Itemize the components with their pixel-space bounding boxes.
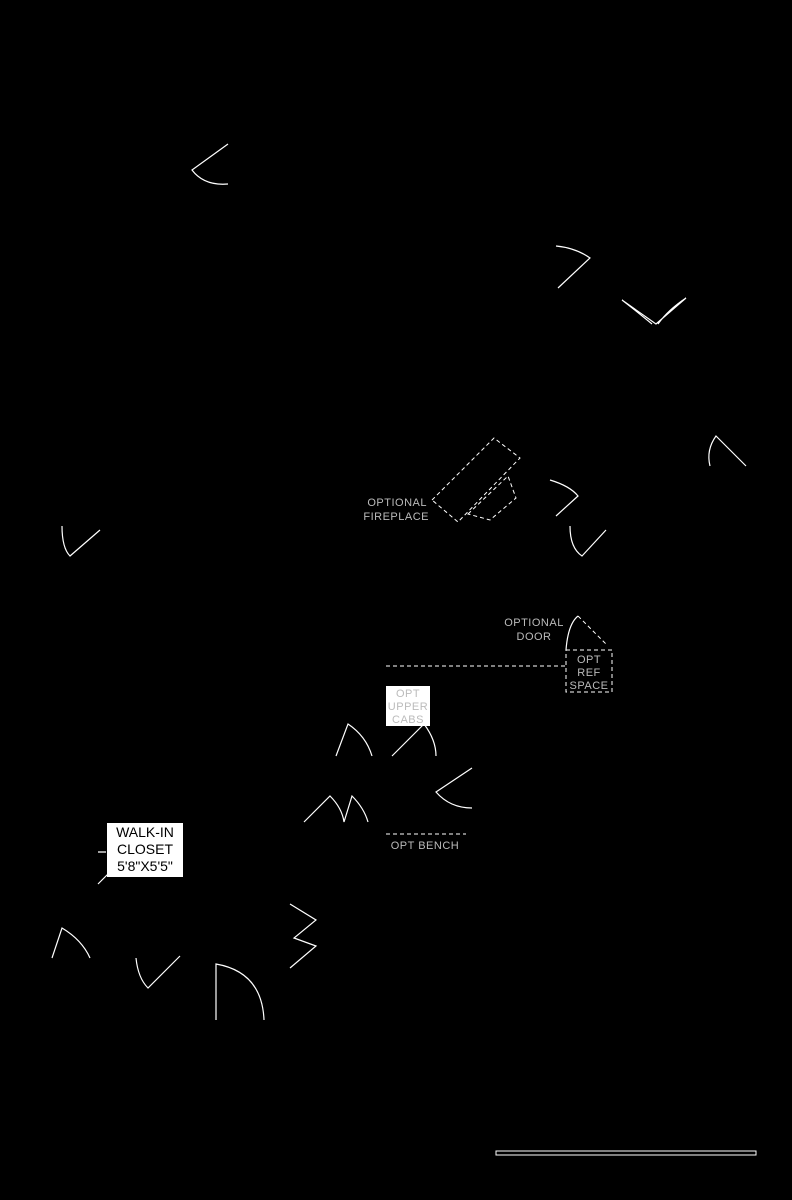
- svg-text:OPT: OPT: [576, 654, 602, 666]
- bench-label: OPT BENCH: [390, 840, 460, 852]
- svg-text:CABS: CABS: [392, 714, 424, 726]
- svg-text:OPTIONAL: OPTIONAL: [367, 497, 427, 509]
- svg-text:CLOSET: CLOSET: [116, 841, 174, 857]
- svg-text:WALK-IN: WALK-IN: [116, 824, 174, 840]
- svg-text:DOOR: DOOR: [516, 631, 552, 643]
- svg-text:OPTIONAL: OPTIONAL: [504, 617, 564, 629]
- walk-in-closet-label: [116, 824, 174, 874]
- svg-text:OPT: OPT: [395, 688, 421, 700]
- svg-text:REF: REF: [577, 667, 601, 679]
- svg-text:5'8"X5'5": 5'8"X5'5": [117, 858, 173, 874]
- svg-text:FIREPLACE: FIREPLACE: [363, 511, 429, 523]
- svg-text:UPPER: UPPER: [387, 701, 429, 713]
- svg-text:SPACE: SPACE: [569, 680, 609, 692]
